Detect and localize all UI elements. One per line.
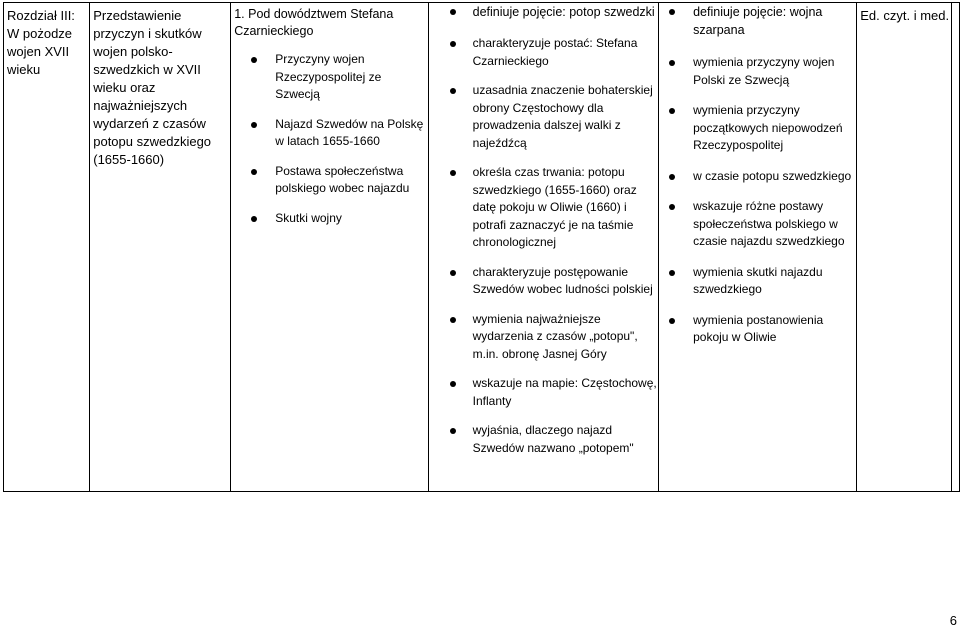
bullet-icon — [669, 60, 675, 66]
list-item: określa czas trwania: potopu szwedzkiego (1655-1660) oraz datę pokoju w Oliwie (1660) i potrafi zaznaczyć je na taśmie chronologicznej — [429, 164, 658, 252]
bullet-icon — [251, 57, 257, 63]
list-item: wskazuje różne postawy społeczeństwa polskiego w czasie najazdu szwedzkiego — [659, 198, 856, 251]
list-item: definiuje pojęcie: potop szwedzki — [429, 3, 658, 21]
edge-cell — [952, 3, 960, 492]
extended-requirements-list — [659, 3, 856, 347]
extended-requirements-cell — [659, 3, 857, 492]
education-path-text: Ed. czyt. i med. — [860, 8, 950, 23]
list-item: w czasie potopu szwedzkiego — [659, 168, 856, 186]
list-item: wymienia przyczyny wojen Polski ze Szwecją — [659, 54, 856, 89]
bullet-icon — [450, 428, 456, 434]
list-item: wskazuje na mapie: Częstochowę, Inflanty — [429, 375, 658, 410]
list-item: Postawa społeczeństwa polskiego wobec najazdu — [231, 163, 427, 198]
chapter-cell — [4, 3, 90, 492]
list-item: uzasadnia znaczenie bohaterskiej obrony Częstochowy dla prowadzenia dalszej walki z najeźdźcą — [429, 82, 658, 152]
list-item: charakteryzuje postępowanie Szwedów wobec ludności polskiej — [429, 264, 658, 299]
list-item: charakteryzuje postać: Stefana Czarnieckiego — [429, 35, 658, 70]
bullet-icon — [669, 318, 675, 324]
table-row — [4, 3, 960, 492]
bullet-icon — [669, 174, 675, 180]
list-item: wymienia najważniejsze wydarzenia z czasów „potopu", m.in. obronę Jasnej Góry — [429, 311, 658, 364]
topic-text: Przedstawienie przyczyn i skutków wojen polsko-szwedzkich w XVII wieku oraz najważniejszych wydarzeń z czasów potopu szwedzkiego (1655-1660) — [93, 8, 212, 167]
bullet-icon — [251, 216, 257, 222]
topic-cell — [90, 3, 231, 492]
basic-requirements-cell — [428, 3, 658, 492]
basic-requirements-list — [429, 3, 658, 457]
education-path-cell — [857, 3, 952, 492]
chapter-title: Rozdział III: W pożodze wojen XVII wieku — [7, 8, 75, 77]
list-item: definiuje pojęcie: wojna szarpana — [659, 3, 856, 39]
lesson-items-list — [231, 51, 427, 227]
bullet-icon — [669, 204, 675, 210]
bullet-icon — [450, 9, 456, 15]
list-item: wymienia postanowienia pokoju w Oliwie — [659, 312, 856, 347]
bullet-icon — [251, 169, 257, 175]
page-number: 6 — [949, 613, 957, 628]
bullet-icon — [450, 170, 456, 176]
bullet-icon — [251, 122, 257, 128]
list-item: wymienia skutki najazdu szwedzkiego — [659, 264, 856, 299]
lesson-title: 1. Pod dowództwem Stefana Czarnieckiego — [234, 7, 394, 38]
bullet-icon — [669, 108, 675, 114]
bullet-icon — [450, 317, 456, 323]
bullet-icon — [450, 41, 456, 47]
list-item: Najazd Szwedów na Polskę w latach 1655-1660 — [231, 116, 427, 151]
bullet-icon — [450, 381, 456, 387]
bullet-icon — [450, 270, 456, 276]
list-item: wymienia przyczyny początkowych niepowodzeń Rzeczypospolitej — [659, 102, 856, 155]
list-item: wyjaśnia, dlaczego najazd Szwedów nazwano „potopem" — [429, 422, 658, 457]
list-item: Przyczyny wojen Rzeczypospolitej ze Szwecją — [231, 51, 427, 104]
bullet-icon — [669, 270, 675, 276]
lesson-cell — [231, 3, 428, 492]
bullet-icon — [669, 9, 675, 15]
list-item: Skutki wojny — [231, 210, 427, 228]
curriculum-table — [3, 2, 960, 492]
bullet-icon — [450, 88, 456, 94]
